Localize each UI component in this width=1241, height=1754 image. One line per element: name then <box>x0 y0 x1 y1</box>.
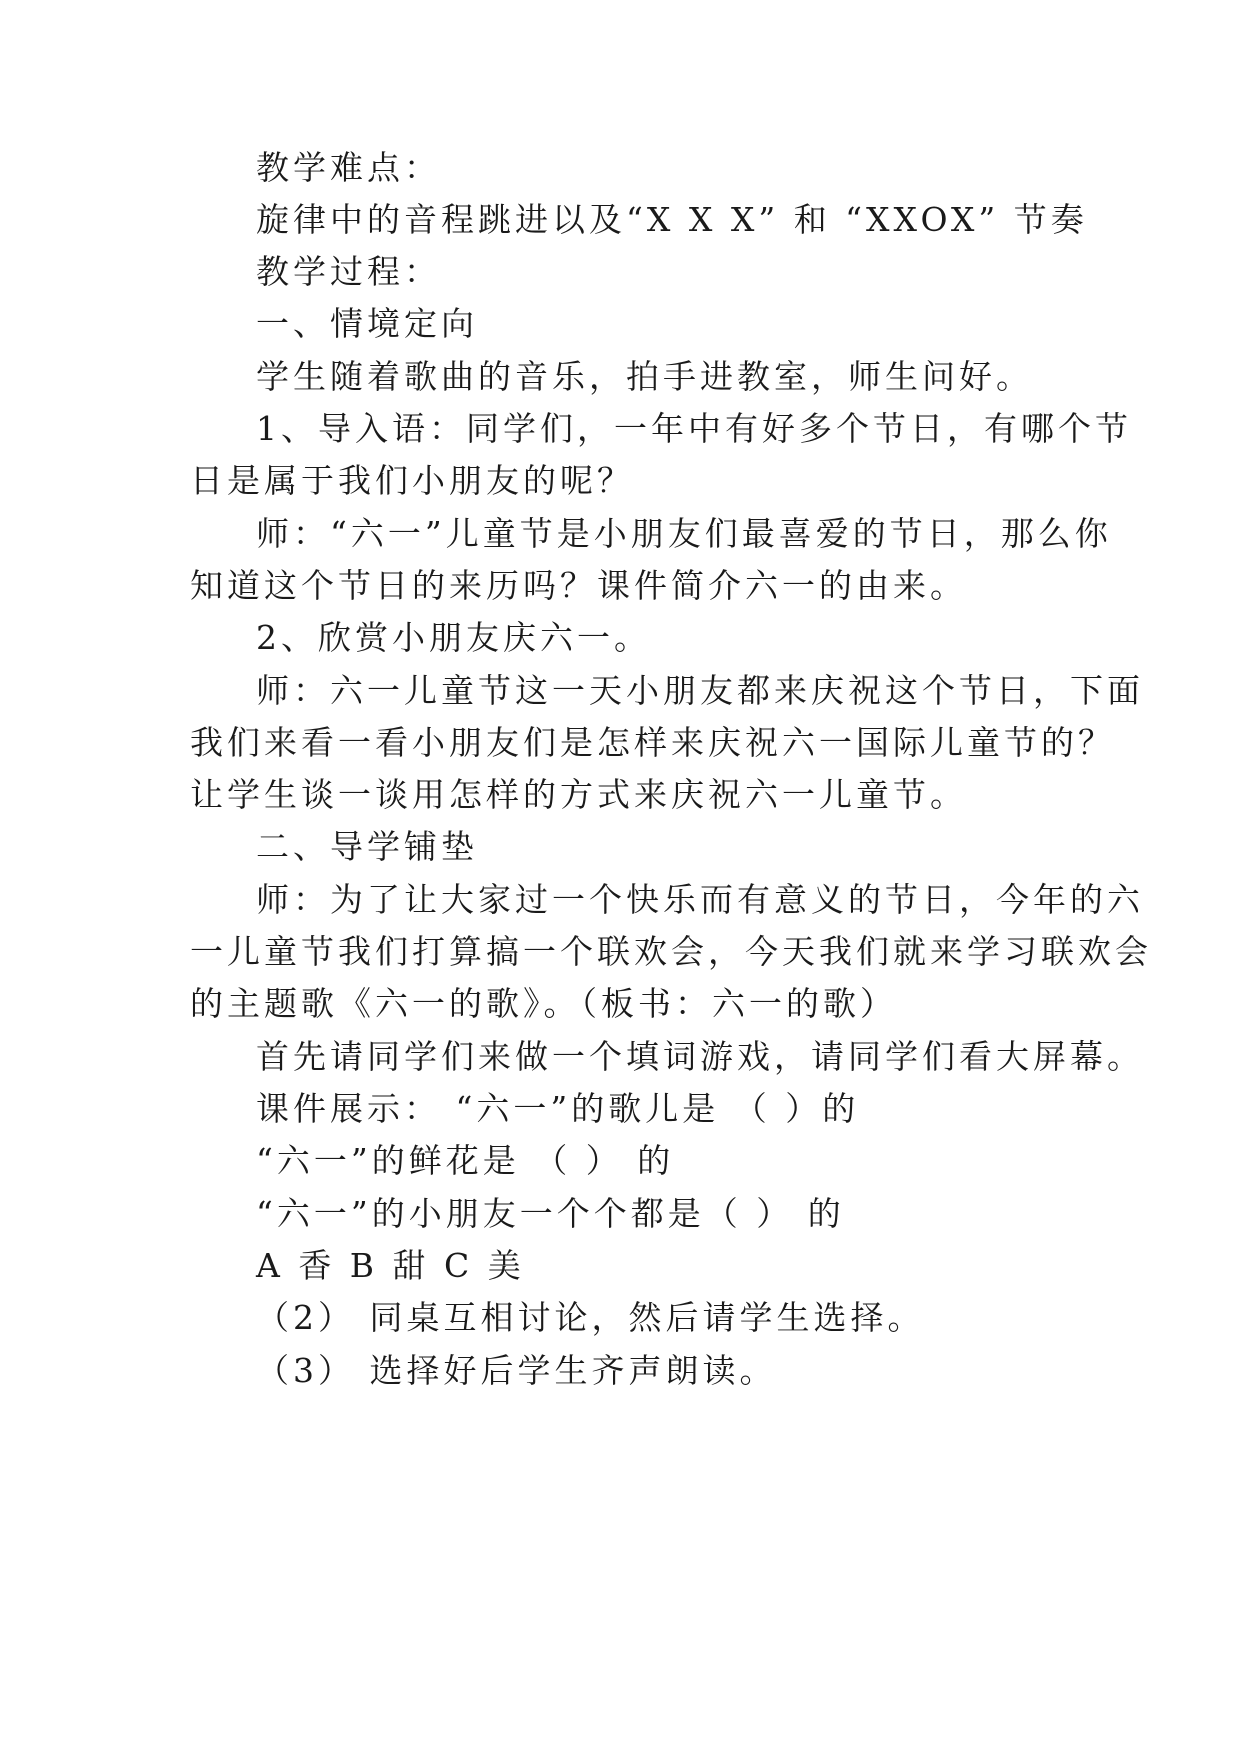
options-line: A 香 B 甜 C 美 <box>256 1246 525 1285</box>
paragraph-line: 师：六一儿童节这一天小朋友都来庆祝这个节日，下面 <box>256 671 1144 710</box>
paragraph-line: 师：“六一”儿童节是小朋友们最喜爱的节日，那么你 <box>256 514 1112 553</box>
paragraph-line: 知道这个节日的来历吗？课件简介六一的由来。 <box>190 566 967 605</box>
paragraph-line: “六一”的小朋友一个个都是（ ） 的 <box>256 1194 845 1233</box>
paragraph-line: 一儿童节我们打算搞一个联欢会，今天我们就来学习联欢会 <box>190 932 1152 971</box>
heading-teaching-difficulty: 教学难点： <box>256 148 441 187</box>
paragraph-line: 课件展示： “六一”的歌儿是 （ ）的 <box>256 1089 860 1128</box>
paragraph-line: 的主题歌《六一的歌》。（板书：六一的歌） <box>190 984 897 1023</box>
section-heading: 一、情境定向 <box>256 304 478 343</box>
heading-teaching-process: 教学过程： <box>256 252 441 291</box>
paragraph-line: （3） 选择好后学生齐声朗读。 <box>256 1351 777 1390</box>
paragraph-line: 首先请同学们来做一个填词游戏，请同学们看大屏幕。 <box>256 1037 1144 1076</box>
paragraph-line: “六一”的鲜花是 （ ） 的 <box>256 1141 675 1180</box>
paragraph-line: 我们来看一看小朋友们是怎样来庆祝六一国际儿童节的？ <box>190 723 1115 762</box>
paragraph-line: 日是属于我们小朋友的呢？ <box>190 461 634 500</box>
paragraph-line: 师：为了让大家过一个快乐而有意义的节日，今年的六 <box>256 880 1144 919</box>
paragraph-line: 学生随着歌曲的音乐，拍手进教室，师生问好。 <box>256 357 1033 396</box>
section-heading: 二、导学铺垫 <box>256 827 478 866</box>
paragraph-line: （2） 同桌互相讨论，然后请学生选择。 <box>256 1298 925 1337</box>
paragraph-line: 让学生谈一谈用怎样的方式来庆祝六一儿童节。 <box>190 775 967 814</box>
paragraph-line: 2、欣赏小朋友庆六一。 <box>256 618 651 657</box>
paragraph-line: 旋律中的音程跳进以及“X X X” 和 “XXOX” 节奏 <box>256 200 1088 239</box>
paragraph-line: 1、导入语：同学们，一年中有好多个节日，有哪个节 <box>256 409 1132 448</box>
